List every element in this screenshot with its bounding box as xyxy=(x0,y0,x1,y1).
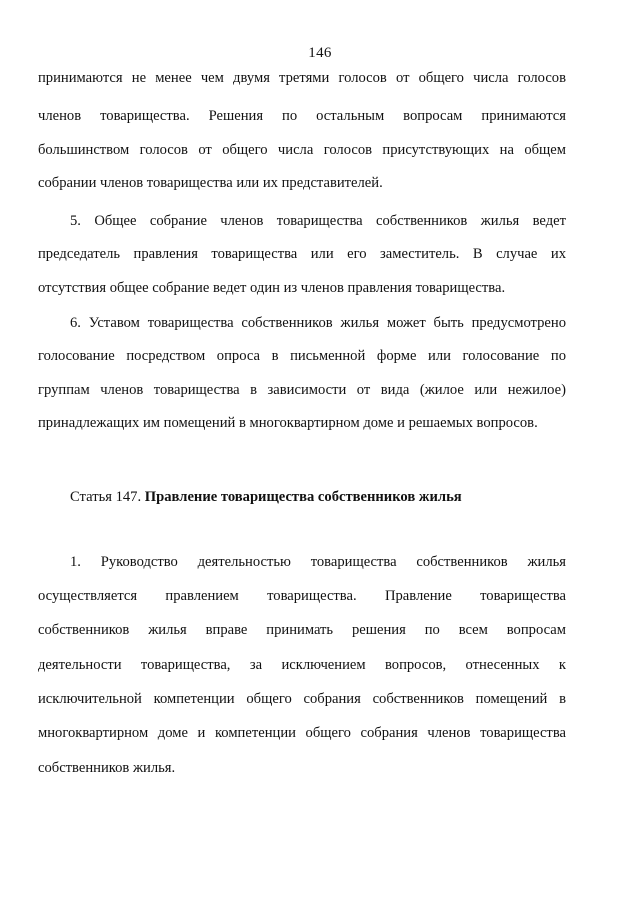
text-line: 1. Руководство деятельностью товарищества собственников жилья xyxy=(70,554,566,570)
text-line: принимаются не менее чем двумя третями голосов от общего числа голосов xyxy=(38,70,566,86)
text-line: исключительной компетенции общего собрания собственников помещений в xyxy=(38,691,566,707)
text-line: 6. Уставом товарищества собственников жилья может быть предусмотрено xyxy=(70,315,566,331)
text-line: отсутствия общее собрание ведет один из членов правления товарищества. xyxy=(38,280,506,296)
article-heading xyxy=(70,488,462,506)
text-line: голосование посредством опроса в письменной форме или голосование по xyxy=(38,348,566,364)
text-line: группам членов товарищества в зависимости от вида (жилое или нежилое) xyxy=(38,382,566,398)
text-line: председатель правления товарищества или его заместитель. В случае их xyxy=(38,246,566,262)
text-line: большинством голосов от общего числа голосов присутствующих на общем xyxy=(38,142,566,158)
text-line: собственников жилья вправе принимать решения по всем вопросам xyxy=(38,622,566,638)
article-number: Статья 147. xyxy=(70,489,142,505)
article-title: Правление товарищества собственников жилья xyxy=(144,489,462,505)
text-line: принадлежащих им помещений в многоквартирном доме и решаемых вопросов. xyxy=(38,415,538,431)
text-line: многоквартирном доме и компетенции общего собрания членов товарищества xyxy=(38,725,566,741)
text-line: 5. Общее собрание членов товарищества собственников жилья ведет xyxy=(70,213,566,229)
text-line: осуществляется правлением товарищества. Правление товарищества xyxy=(38,588,566,604)
text-line: членов товарищества. Решения по остальным вопросам принимаются xyxy=(38,108,566,124)
text-line: собственников жилья. xyxy=(38,760,176,776)
text-line: деятельности товарищества, за исключением вопросов, отнесенных к xyxy=(38,657,566,673)
page-number: 146 xyxy=(308,45,332,61)
text-line: собрании членов товарищества или их представителей. xyxy=(38,175,383,191)
